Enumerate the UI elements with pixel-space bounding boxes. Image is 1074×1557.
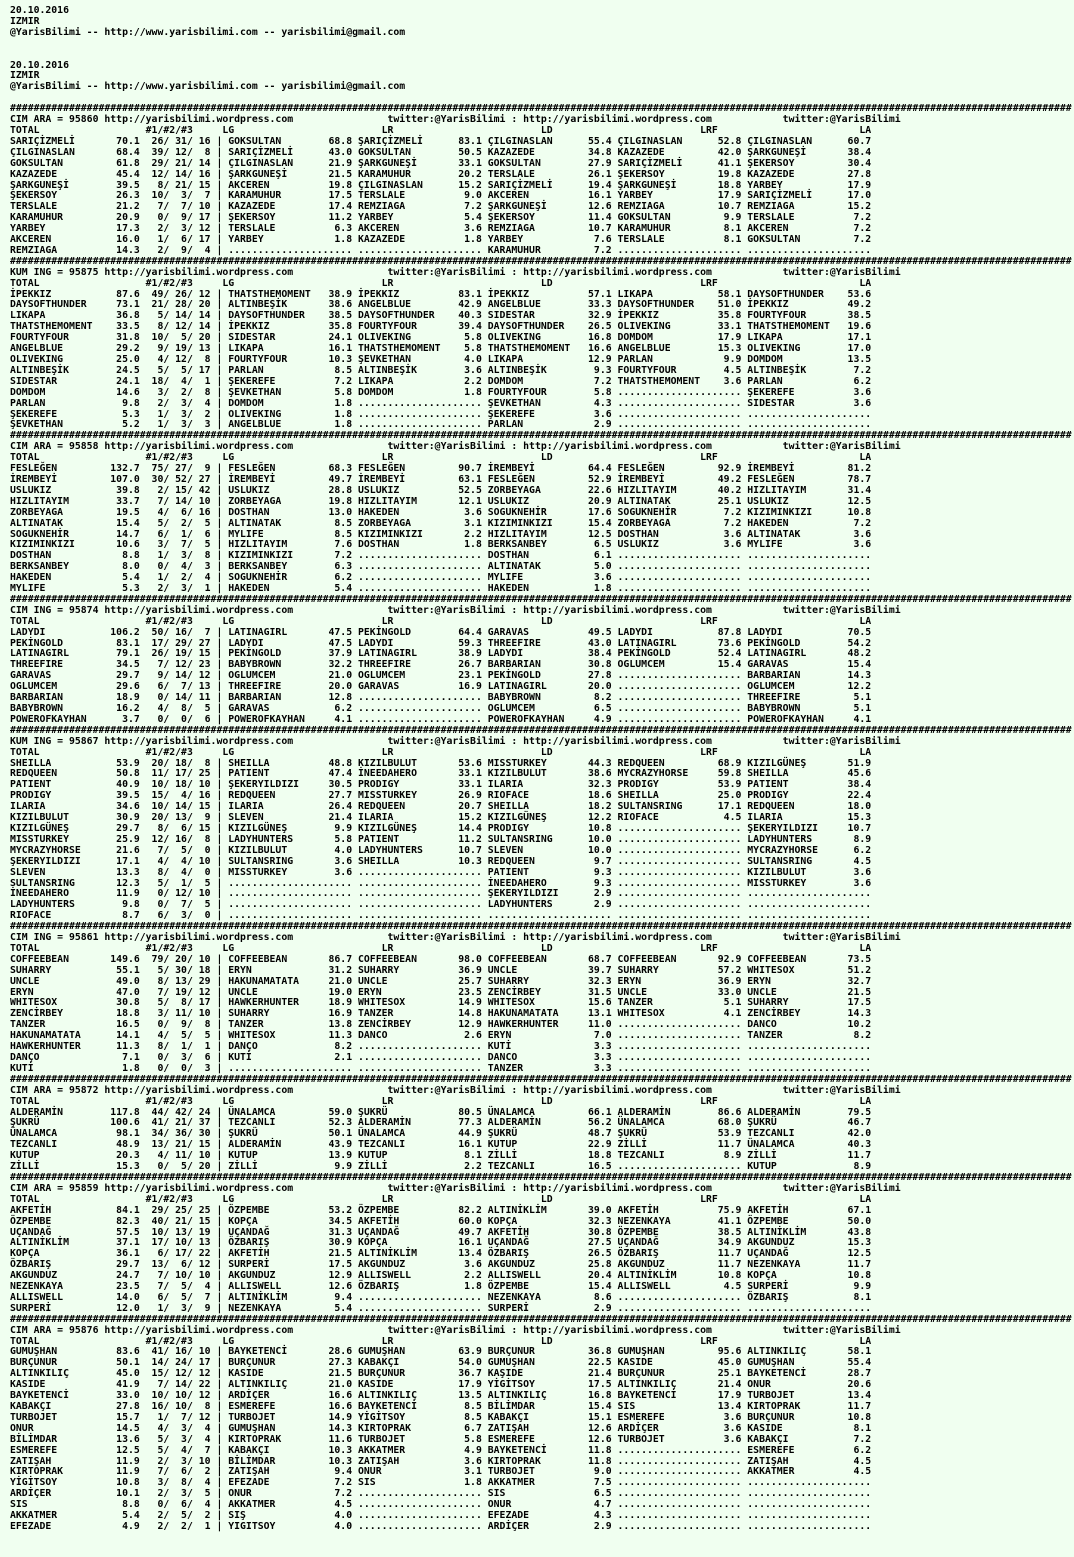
horse-row: WHITESOX 30.8 5/ 8/ 17 | HAWKERHUNTER 18.9 WHITESOX 14.9 WHITESOX 15.6 TANZER 5.1 SUHARRY 17.5	[10, 997, 872, 1009]
horse-row: ALDERAMİN 117.8 44/ 42/ 24 | ÜNALAMCA 59.0 ŞUKRÜ 80.5 ÜNALAMCA 66.1 ALDERAMİN 86.6 ALDERAMİN 79.5	[10, 1106, 872, 1118]
horse-row: ŞEKEREFE 5.3 1/ 3/ 2 | OLIVEKING 1.8 ..................... ŞEKEREFE 3.6 ..................... .....................	[10, 408, 872, 420]
column-header-line: TOTAL #1/#2/#3 LG LR LD LRF LA	[10, 124, 872, 136]
horse-row: PEKİNGOLD 83.1 17/ 29/ 27 | LADYDI 47.5 LADYDI 59.3 THREEFIRE 43.0 LATINAGIRL 73.6 PEKİNGOLD 54.2	[10, 637, 872, 649]
race-title-line: CIM ARA = 95876 http://yarisbilimi.wordpress.com twitter:@YarisBilimi : http://yarisbilimi.wordpress.com twitter:@YarisBilimi	[10, 1324, 901, 1336]
race-title-line: CIM ARA = 95860 http://yarisbilimi.wordpress.com twitter:@YarisBilimi : http://yarisbilimi.wordpress.com twitter:@YarisBilimi	[10, 114, 901, 126]
horse-row: OLIVEKING 25.0 4/ 12/ 8 | FOURTYFOUR 10.3 ŞEVKETHAN 4.0 LIKAPA 12.9 PARLAN 9.9 DOMDOM 13.5	[10, 354, 872, 365]
horse-row: MYCRAZYHORSE 21.6 7/ 5/ 0 | KIZILBULUT 4.0 LADYHUNTERS 10.7 SLEVEN 10.0 ..................... MYCRAZYHORSE 6.2	[10, 844, 872, 856]
horse-row: MYLIFE 5.3 2/ 3/ 1 | HAKEDEN 5.4 ..................... HAKEDEN 1.8 ..................... .....................	[10, 583, 872, 595]
horse-row: PATIENT 40.9 10/ 18/ 10 | ŞEKERYILDIZI 30.5 PRODIGY 33.1 ILARIA 32.3 PRODIGY 53.9 PATIENT 38.4	[10, 779, 872, 791]
horse-row: KABAKÇI 27.8 16/ 10/ 8 | ESMEREFE 16.6 BAYKETENCİ 8.5 BİLİMDAR 15.4 SIS 13.4 KIRTOPRAK 11.7	[10, 1401, 872, 1412]
horse-row: REMZIAGA 14.3 2/ 9/ 4 | ..................... ..................... KARAMUHUR 7.2 ..................... .....................	[10, 244, 872, 256]
horse-row: UNCLE 49.0 8/ 13/ 29 | HAKUNAMATATA 21.0 UNCLE 25.7 SUHARRY 32.3 ERYN 36.9 ERYN 32.7	[10, 975, 872, 987]
horse-row: KOPÇA 36.1 6/ 17/ 22 | AKFETİH 21.5 ALTINİKLİM 13.4 ÖZBARIŞ 26.5 ÖZBARIŞ 11.7 UÇANDAĞ 12.5	[10, 1248, 872, 1260]
column-header-line: TOTAL #1/#2/#3 LG LR LD LRF LA	[10, 615, 872, 627]
horse-row: COFFEEBEAN 149.6 79/ 20/ 10 | COFFEEBEAN 86.7 COFFEEBEAN 98.0 COFFEEBEAN 68.7 COFFEEBEAN 92.9 COFFEEBEAN 73.5	[10, 953, 872, 965]
horse-row: KUTUP 20.3 4/ 11/ 10 | KUTUP 13.9 KUTUP 8.1 ZİLLİ 18.8 TEZCANLI 8.9 ZİLLİ 11.7	[10, 1150, 872, 1162]
horse-row: KIZILBULUT 30.9 20/ 13/ 9 | SLEVEN 21.4 ILARIA 15.2 KIZILGÜNEŞ 12.2 RIOFACE 4.5 ILARIA 15.3	[10, 812, 872, 824]
horse-row: ÖZBARIŞ 29.7 13/ 6/ 12 | SURPERİ 17.5 AKGUNDUZ 3.6 AKGUNDUZ 25.8 AKGUNDUZ 11.7 NEZENKAYA 11.7	[10, 1259, 872, 1271]
race-title-line: CIM ARA = 95858 http://yarisbilimi.wordpress.com twitter:@YarisBilimi : http://yarisbilimi.wordpress.com twitter:@YarisBilimi	[10, 441, 901, 453]
column-header-line: TOTAL #1/#2/#3 LG LR LD LRF LA	[10, 942, 872, 954]
column-header-line: TOTAL #1/#2/#3 LG LR LD LRF LA	[10, 1335, 872, 1347]
horse-row: UÇANDAĞ 57.5 10/ 13/ 19 | UÇANDAĞ 31.3 UÇANDAĞ 49.7 AKFETİH 30.8 ÖZPEMBE 38.5 ALTINİKLİM 43.8	[10, 1226, 872, 1238]
horse-row: YİGİTSOY 10.8 3/ 8/ 4 | EFEZADE 7.2 SIS 1.8 AKKATMER 7.5 ..................... .....................	[10, 1477, 872, 1489]
horse-row: EFEZADE 4.9 2/ 2/ 1 | YIGITSOY 4.0 ..................... ARDİÇER 2.9 ..................... .....................	[10, 1520, 872, 1532]
horse-row: MISSTURKEY 25.9 12/ 16/ 8 | LADYHUNTERS 5.8 PATIENT 11.2 SULTANSRING 10.0 ..................... LADYHUNTERS 8.9	[10, 833, 872, 845]
horse-row: HAWKERHUNTER 11.3 8/ 1/ 1 | DANÇO 8.2 ..................... KUTİ 3.3 ..................... .....................	[10, 1041, 872, 1053]
horse-row: NEZENKAYA 23.5 7/ 5/ 4 | ALLISWELL 12.6 ÖZBARIŞ 1.8 ÖZPEMBE 15.4 ALLISWELL 4.5 SURPERİ 9.9	[10, 1281, 872, 1293]
horse-row: FOURTYFOUR 31.8 10/ 5/ 20 | SIDESTAR 24.1 OLIVEKING 5.8 OLIVEKING 16.8 DOMDOM 17.9 LIKAPA 17.1	[10, 332, 872, 344]
horse-row: BİLİMDAR 13.6 5/ 3/ 4 | KIRTOPRAK 11.6 TURBOJET 5.8 ESMEREFE 12.6 TURBOJET 3.6 KABAKÇI 7.2	[10, 1433, 872, 1445]
report-header-line: 20.10.2016	[10, 59, 69, 71]
horse-row: AKKATMER 5.4 2/ 5/ 2 | SIŞ 4.0 ..................... EFEZADE 4.3 ..................... .....................	[10, 1510, 872, 1522]
horse-row: BURÇUNUR 50.1 14/ 24/ 17 | BURÇUNUR 27.3 KABAKÇI 54.0 GUMUŞHAN 22.5 KASIDE 45.0 GUMUŞHAN 55.4	[10, 1357, 872, 1369]
horse-row: ALTINATAK 15.4 5/ 2/ 5 | ALTINATAK 8.5 ZORBEYAGA 3.1 KIZIMINKIZI 15.4 ZORBEYAGA 7.2 HAKEDEN 7.2	[10, 517, 872, 529]
horse-row: DOMDOM 14.6 3/ 2/ 8 | ŞEVKETHAN 5.8 DOMDOM 1.8 FOURTYFOUR 5.8 ..................... ŞEKEREFE 3.6	[10, 386, 872, 398]
horse-row: ZİLLİ 15.3 0/ 5/ 20 | ZİLLİ 9.9 ZİLLİ 2.2 TEZCANLI 16.5 ..................... KUTUP 8.9	[10, 1161, 872, 1173]
horse-row: TERSLALE 21.2 7/ 7/ 10 | KAZAZEDE 17.4 REMZIAGA 7.2 ŞARKGUNEŞİ 12.6 REMZIAGA 10.7 REMZIAGA 15.2	[10, 201, 872, 213]
horse-row: RIOFACE 8.7 6/ 3/ 0 | ..................... ..................... ..................... ..................... .....................	[10, 910, 872, 922]
horse-row: ESMEREFE 12.5 5/ 4/ 7 | KABAKÇI 10.3 AKKATMER 4.9 BAYKETENCİ 11.8 ..................... ESMEREFE 6.2	[10, 1444, 872, 1456]
race-title-line: CIM ING = 95874 http://yarisbilimi.wordpress.com twitter:@YarisBilimi : http://yarisbilimi.wordpress.com twitter:@YarisBilimi	[10, 604, 901, 616]
race-title-line: KUM ING = 95875 http://yarisbilimi.wordpress.com twitter:@YarisBilimi : http://yarisbilimi.wordpress.com twitter:@YarisBilimi	[10, 266, 901, 278]
horse-row: ILARIA 34.6 10/ 14/ 15 | ILARIA 26.4 REDQUEEN 20.7 SHEILLA 18.2 SULTANSRING 17.1 REDQUEEN 18.0	[10, 801, 872, 813]
horse-row: SURPERİ 12.0 1/ 3/ 9 | NEZENKAYA 5.4 ..................... SURPERİ 2.9 ..................... .....................	[10, 1302, 872, 1314]
horse-row: USLUKIZ 39.8 2/ 15/ 42 | USLUKIZ 28.8 USLUKIZ 52.5 ZORBEYAGA 22.6 HIZLITAYIM 40.2 HIZLITAYIM 31.4	[10, 484, 872, 496]
report-header-line	[10, 50, 1074, 61]
horse-row: PARLAN 9.8 2/ 3/ 4 | DOMDOM 1.8 ..................... ŞEVKETHAN 4.3 ..................... SIDESTAR 3.6	[10, 397, 872, 409]
horse-row: PRODIGY 39.5 15/ 4/ 16 | REDQUEEN 27.7 MISSTURKEY 26.9 RIOFACE 18.6 SHEILLA 25.0 PRODIGY 22.4	[10, 790, 872, 802]
column-header-line: TOTAL #1/#2/#3 LG LR LD LRF LA	[10, 746, 872, 758]
horse-row: KUTİ 1.8 0/ 0/ 3 | ..................... ..................... TANZER 3.3 ..................... .....................	[10, 1062, 872, 1074]
section-separator: ####################################################################################################################################################################################	[10, 724, 1072, 736]
horse-row: ŞEVKETHAN 5.2 1/ 3/ 3 | ANGELBLUE 1.8 ..................... PARLAN 2.9 ..................... .....................	[10, 419, 872, 431]
horse-row: LADYHUNTERS 9.8 0/ 7/ 5 | ..................... ..................... LADYHUNTERS 2.9 ..................... .....................	[10, 899, 872, 911]
horse-row: AKGUNDUZ 24.7 7/ 10/ 10 | AKGUNDUZ 12.9 ALLISWELL 2.2 ALLISWELL 20.4 ALTINİKLİM 10.8 KOPÇA 10.8	[10, 1270, 872, 1282]
horse-row: SARIÇİZMELİ 70.1 26/ 31/ 16 | GOKSULTAN 68.8 ŞARIÇİZMELİ 83.1 ÇILGINASLAN 55.4 ÇILGINASLAN 52.8 ÇILGINASLAN 60.7	[10, 135, 872, 147]
column-header-line: TOTAL #1/#2/#3 LG LR LD LRF LA	[10, 277, 872, 289]
horse-row: DANÇO 7.1 0/ 3/ 6 | KUTİ 2.1 ..................... DANCO 3.3 ..................... .....................	[10, 1052, 872, 1063]
horse-row: ZORBEYAGA 19.5 4/ 6/ 16 | DOSTHAN 13.0 HAKEDEN 3.6 SOGUKNEHİR 17.6 SOGUKNEHİR 7.2 KIZIMINKIZI 10.8	[10, 506, 872, 518]
horse-row: GARAVAS 29.7 9/ 14/ 12 | OGLUMCEM 21.0 OGLUMCEM 23.1 PEKİNGOLD 27.8 ..................... BARBARIAN 14.3	[10, 670, 872, 682]
horse-row: SOGUKNEHİR 14.7 6/ 1/ 6 | MYLIFE 8.5 KIZIMINKIZI 2.2 HIZLITAYIM 12.5 DOSTHAN 3.6 ALTINATAK 3.6	[10, 528, 872, 540]
horse-row: BARBARIAN 18.9 0/ 14/ 11 | BARBARIAN 12.8 ..................... BABYBROWN 8.2 ..................... THREEFIRE 5.1	[10, 692, 872, 704]
horse-row: İREMBEYİ 107.0 30/ 52/ 27 | İREMBEYİ 49.7 İREMBEYİ 63.1 FESLEĞEN 52.9 İREMBEYİ 49.2 FESLEĞEN 78.7	[10, 473, 872, 485]
section-separator: ####################################################################################################################################################################################	[10, 593, 1072, 605]
horse-row: YARBEY 17.3 2/ 3/ 12 | TERSLALE 6.3 AKCEREN 3.6 REMZIAGA 10.7 KARAMUHUR 8.1 AKCEREN 7.2	[10, 223, 872, 235]
horse-row: ZENCİRBEY 18.8 3/ 11/ 10 | SUHARRY 16.9 TANZER 14.8 HAKUNAMATATA 13.1 WHITESOX 4.1 ZENCİRBEY 14.3	[10, 1008, 872, 1020]
horse-row: BABYBROWN 16.2 4/ 8/ 5 | GARAVAS 6.2 ..................... OGLUMCEM 6.5 ..................... BABYBROWN 5.1	[10, 703, 872, 714]
horse-row: GOKSULTAN 61.8 29/ 21/ 14 | ÇILGINASLAN 21.9 ŞARKGUNEŞİ 33.1 GOKSULTAN 27.9 SARIÇİZMELİ 41.1 ŞEKERSOY 30.4	[10, 157, 872, 169]
section-separator: ####################################################################################################################################################################################	[10, 921, 1072, 933]
horse-row: SULTANSRING 12.3 5/ 1/ 5 | ..................... ..................... İNEEDAHERO 9.3 ..................... MISSTURKEY 3.6	[10, 877, 872, 889]
horse-row: TANZER 16.5 0/ 9/ 8 | TANZER 13.8 ZENCİRBEY 12.9 HAWKERHUNTER 11.0 ..................... DANCO 10.2	[10, 1019, 872, 1031]
section-separator: ####################################################################################################################################################################################	[10, 255, 1072, 267]
horse-row: ŞEKERSOY 26.3 10/ 3/ 7 | KARAMUHUR 17.5 TERSLALE 9.0 AKCEREN 16.1 YARBEY 17.9 SARIÇİZMELİ 17.0	[10, 190, 872, 202]
horse-row: GUMUŞHAN 83.6 41/ 16/ 10 | BAYKETENCİ 28.6 GUMUŞHAN 63.9 BURÇUNUR 36.8 GUMUŞHAN 95.6 ALTINKILIÇ 58.1	[10, 1346, 872, 1358]
horse-row: ALTINKILIÇ 45.0 15/ 12/ 12 | KASIDE 21.5 BURÇUNUR 36.7 KAŞIDE 21.4 BURÇUNUR 25.1 BAYKETENCİ 28.7	[10, 1368, 872, 1380]
horse-row: THREEFIRE 34.5 7/ 12/ 23 | BABYBROWN 32.2 THREEFIRE 26.7 BARBARIAN 30.8 OGLUMCEM 15.4 GARAVAS 15.4	[10, 659, 872, 671]
horse-row: DAYSOFTHUNDER 73.1 21/ 28/ 20 | ALTINBEŞİK 38.6 ANGELBLUE 42.9 ANGELBLUE 33.3 DAYSOFTHUNDER 51.0 İPEKKIZ 49.2	[10, 299, 872, 311]
report-header-line: 20.10.2016	[10, 5, 69, 16]
horse-row: REDQUEEN 50.8 11/ 17/ 25 | PATIENT 47.4 İNEEDAHERO 33.1 KIZILBULUT 38.6 MYCRAZYHORSE 59.8 SHEILLA 45.6	[10, 768, 872, 780]
horse-row: ALTINİKLİM 37.1 17/ 10/ 13 | ÖZBARIŞ 30.9 KOPÇA 16.1 UÇANDAĞ 27.5 UÇANDAĞ 34.9 AKGUNDUZ 15.3	[10, 1237, 872, 1249]
horse-row: ZATIŞAH 11.9 2/ 3/ 10 | BİLİMDAR 10.3 ZATIŞAH 3.6 KIRTOPRAK 11.8 ..................... ZATIŞAH 4.5	[10, 1455, 872, 1467]
horse-row: HAKEDEN 5.4 1/ 2/ 4 | SOGUKNEHİR 6.2 ..................... MYLIFE 3.6 ..................... .....................	[10, 572, 872, 584]
horse-row: ANGELBLUE 29.2 9/ 19/ 13 | LIKAPA 16.1 THATSTHEMOMENT 5.8 THATSTHEMOMENT 16.6 ANGELBLUE 15.3 OLIVEKING 17.0	[10, 343, 872, 355]
horse-row: KASIDE 41.9 7/ 14/ 22 | ALTINKILIÇ 21.0 KASIDE 17.9 YİGİTSOY 17.5 ALTINKILIÇ 21.4 ONUR 20.6	[10, 1379, 872, 1391]
horse-row: SIDESTAR 24.1 18/ 4/ 1 | ŞEKEREFE 7.2 LIKAPA 2.2 DOMDOM 7.2 THATSTHEMOMENT 3.6 PARLAN 6.2	[10, 375, 872, 387]
column-header-line: TOTAL #1/#2/#3 LG LR LD LRF LA	[10, 452, 872, 464]
horse-row: ERYN 47.0 7/ 19/ 12 | UNCLE 19.0 ERYN 23.5 ZENCİRBEY 31.5 UNCLE 33.0 UNCLE 21.5	[10, 986, 872, 998]
horse-row: LIKAPA 36.8 5/ 14/ 14 | DAYSOFTHUNDER 38.5 DAYSOFTHUNDER 40.3 SIDESTAR 32.9 İPEKKIZ 35.8 FOURTYFOUR 38.5	[10, 310, 872, 322]
horse-row: LADYDI 106.2 50/ 16/ 7 | LATINAGIRL 47.5 PEKİNGOLD 64.4 GARAVAS 49.5 LADYDI 87.8 LADYDI 70.5	[10, 626, 872, 638]
report-header-line: @YarisBilimi -- http://www.yarisbilimi.com -- yarisbilimi@gmail.com	[10, 81, 406, 93]
horse-row: KIZIMINKIZI 10.6 3/ 7/ 5 | HIZLITAYIM 7.6 DOSTHAN 1.8 BERKSANBEY 6.5 USLUKIZ 3.6 MYLIFE 3.6	[10, 539, 872, 551]
horse-row: BAYKETENCİ 33.0 10/ 10/ 12 | ARDİÇER 16.6 ALTINKILIÇ 13.5 ALTINKILIÇ 16.8 BAYKETENCİ 17.9 TURBOJET 13.4	[10, 1390, 872, 1402]
horse-row: OGLUMCEM 29.6 6/ 7/ 13 | THREEFIRE 20.0 GARAVAS 16.9 LATINAGIRL 20.0 ..................... OGLUMCEM 12.2	[10, 681, 872, 693]
section-separator: ####################################################################################################################################################################################	[10, 1171, 1072, 1183]
horse-row: SIS 8.8 0/ 6/ 4 | AKKATMER 4.5 ..................... ONUR 4.7 ..................... .....................	[10, 1499, 872, 1511]
section-separator: ####################################################################################################################################################################################	[10, 103, 1072, 115]
horse-row: İPEKKIZ 87.6 49/ 26/ 12 | THATSTHEMOMENT 38.9 İPEKKIZ 83.1 İPEKKIZ 57.1 LIKAPA 58.1 DAYSOFTHUNDER 53.6	[10, 288, 872, 300]
horse-row: THATSTHEMOMENT 33.5 8/ 12/ 14 | İPEKKIZ 35.8 FOURTYFOUR 39.4 DAYSOFTHUNDER 26.5 OLIVEKING 33.1 THATSTHEMOMENT 19.6	[10, 321, 872, 333]
horse-row: ŞARKGUNEŞİ 39.5 8/ 21/ 15 | AKCEREN 19.8 ÇILGINASLAN 15.2 SARIÇİZMELİ 19.4 ŞARKGUNEŞİ 18.8 YARBEY 17.9	[10, 179, 872, 191]
horse-row: AKFETİH 84.1 29/ 25/ 25 | ÖZPEMBE 53.2 ÖZPEMBE 82.2 ALTINİKLİM 39.0 AKFETİH 75.9 AKFETİH 67.1	[10, 1204, 872, 1216]
horse-row: HIZLITAYIM 33.7 7/ 14/ 10 | ZORBEYAGA 19.8 HIZLITAYIM 12.1 USLUKIZ 20.9 ALTINATAK 25.1 USLUKIZ 12.5	[10, 495, 872, 507]
horse-row: ÜNALAMCA 98.1 34/ 36/ 30 | ŞUKRÜ 50.1 ÜNALAMCA 44.9 ŞUKRÜ 48.7 ŞUKRÜ 53.9 TEZCANLI 42.0	[10, 1128, 872, 1140]
horse-row: ÇILGINASLAN 68.4 39/ 12/ 8 | SARIÇİZMELİ 43.0 GOKSULTAN 50.5 KAZAZEDE 34.8 KAZAZEDE 42.0 ŞARKGUNEŞİ 38.4	[10, 146, 872, 158]
race-title-line: CIM ARA = 95859 http://yarisbilimi.wordpress.com twitter:@YarisBilimi : http://yarisbilimi.wordpress.com twitter:@YarisBilimi	[10, 1182, 901, 1194]
horse-row: KARAMUHUR 20.9 0/ 9/ 17 | ŞEKERSOY 11.2 YARBEY 5.4 ŞEKERSOY 11.4 GOKSULTAN 9.9 TERSLALE 7.2	[10, 212, 872, 224]
race-title-line: KUM ING = 95867 http://yarisbilimi.wordpress.com twitter:@YarisBilimi : http://yarisbilimi.wordpress.com twitter:@YarisBilimi	[10, 735, 901, 747]
horse-row: ONUR 14.5 4/ 3/ 4 | GUMUŞHAN 14.3 KIRTOPRAK 6.7 ZATIŞAH 12.6 ARDİÇER 3.6 KASIDE 8.1	[10, 1422, 872, 1434]
column-header-line: TOTAL #1/#2/#3 LG LR LD LRF LA	[10, 1095, 872, 1107]
horse-row: ÖZPEMBE 82.3 40/ 21/ 15 | KOPÇA 34.5 AKFETİH 60.0 KOPÇA 32.3 NEZENKAYA 41.1 ÖZPEMBE 50.0	[10, 1215, 872, 1227]
section-separator: ####################################################################################################################################################################################	[10, 430, 1072, 442]
horse-row: AKCEREN 16.0 1/ 6/ 17 | YARBEY 1.8 KAZAZEDE 1.8 YARBEY 7.6 TERSLALE 8.1 GOKSULTAN 7.2	[10, 234, 872, 246]
horse-row: ŞUKRÜ 100.6 41/ 21/ 37 | TEZCANLI 52.3 ALDERAMİN 77.3 ALDERAMİN 56.2 ÜNALAMCA 68.0 ŞUKRÜ 46.7	[10, 1117, 872, 1129]
report-header-line: IZMIR	[10, 15, 40, 27]
section-separator: ####################################################################################################################################################################################	[10, 1313, 1072, 1325]
horse-row: POWEROFKAYHAN 3.7 0/ 0/ 6 | POWEROFKAYHAN 4.1 ..................... POWEROFKAYHAN 4.9 ..................... POWEROFKAYHAN 4.1	[10, 713, 872, 725]
race-title-line: CIM ING = 95861 http://yarisbilimi.wordpress.com twitter:@YarisBilimi : http://yarisbilimi.wordpress.com twitter:@YarisBilimi	[10, 932, 901, 944]
horse-row: ALTINBEŞİK 24.5 5/ 5/ 17 | PARLAN 8.5 ALTINBEŞİK 3.6 ALTINBEŞİK 9.3 FOURTYFOUR 4.5 ALTINBEŞİK 7.2	[10, 364, 872, 376]
horse-row: ALLISWELL 14.0 6/ 5/ 7 | ALTINİKLİM 9.4 ..................... NEZENKAYA 8.6 ..................... ÖZBARIŞ 8.1	[10, 1291, 872, 1303]
horse-row: KIRTOPRAK 11.9 7/ 6/ 2 | ZATIŞAH 9.4 ONUR 3.1 TURBOJET 9.0 ..................... AKKATMER 4.5	[10, 1466, 872, 1478]
horse-row: FESLEĞEN 132.7 75/ 27/ 9 | FESLEĞEN 68.3 FESLEĞEN 90.7 İREMBEYİ 64.4 FESLEĞEN 92.9 İREMBEYİ 81.2	[10, 463, 872, 475]
horse-row: TEZCANLI 48.9 13/ 21/ 15 | ALDERAMİN 43.9 TEZCANLI 16.1 KUTUP 22.9 ZİLLİ 11.7 ÜNALAMCA 40.3	[10, 1139, 872, 1151]
report-header-line	[10, 39, 1074, 50]
report-header-line: @YarisBilimi -- http://www.yarisbilimi.com -- yarisbilimi@gmail.com	[10, 26, 406, 38]
horse-row: KAZAZEDE 45.4 12/ 14/ 16 | ŞARKGUNEŞİ 21.5 KARAMUHUR 20.2 TERSLALE 26.1 ŞEKERSOY 19.8 KAZAZEDE 27.8	[10, 168, 872, 180]
horse-row: LATINAGIRL 79.1 26/ 19/ 15 | PEKİNGOLD 37.9 LATINAGIRL 38.9 LADYDI 38.4 PEKİNGOLD 52.4 LATINAGIRL 48.2	[10, 648, 872, 660]
horse-row: KIZILGÜNEŞ 29.7 8/ 6/ 15 | KIZILGÜNEŞ 9.9 KIZILGÜNEŞ 14.4 PRODIGY 10.8 ..................... ŞEKERYILDIZI 10.7	[10, 822, 872, 834]
horse-row: SUHARRY 55.1 5/ 30/ 18 | ERYN 31.2 SUHARRY 36.9 UNCLE 39.7 SUHARRY 57.2 WHITESOX 51.2	[10, 964, 872, 976]
horse-row: ŞEKERYILDIZI 17.1 4/ 4/ 10 | SULTANSRING 3.6 SHEILLA 10.3 REDQUEEN 9.7 ..................... SULTANSRING 4.5	[10, 855, 872, 867]
report-header-line: IZMIR	[10, 70, 40, 82]
horse-row: BERKSANBEY 8.0 0/ 4/ 3 | BERKSANBEY 6.3 ..................... ALTINATAK 5.0 ..................... .....................	[10, 561, 872, 573]
horse-row: ARDİÇER 10.1 2/ 3/ 5 | ONUR 7.2 ..................... SIS 6.5 ..................... .....................	[10, 1488, 872, 1500]
horse-row: İNEEDAHERO 11.9 0/ 12/ 10 | ..................... ..................... ŞEKERYILDIZI 2.9 ..................... .....................	[10, 888, 872, 900]
horse-row: DOSTHAN 8.8 1/ 3/ 8 | KIZIMINKIZI 7.2 ..................... DOSTHAN 6.1 ..................... .....................	[10, 550, 872, 562]
section-separator: ####################################################################################################################################################################################	[10, 1073, 1072, 1085]
horse-row: TURBOJET 15.7 1/ 7/ 12 | TURBOJET 14.9 YİGİTSOY 8.5 KABAKÇI 15.1 ESMEREFE 3.6 BURÇUNUR 10.8	[10, 1411, 872, 1423]
race-title-line: CIM ARA = 95872 http://yarisbilimi.wordpress.com twitter:@YarisBilimi : http://yarisbilimi.wordpress.com twitter:@YarisBilimi	[10, 1084, 901, 1096]
horse-row: SLEVEN 13.3 8/ 4/ 0 | MISSTURKEY 3.6 ..................... PATIENT 9.3 ..................... KIZILBULUT 3.6	[10, 866, 872, 878]
horse-row: HAKUNAMATATA 14.1 4/ 5/ 5 | WHITESOX 11.3 DANCO 2.6 ERYN 7.0 ..................... TANZER 8.2	[10, 1030, 872, 1042]
column-header-line: TOTAL #1/#2/#3 LG LR LD LRF LA	[10, 1193, 872, 1205]
horse-row: SHEILLA 53.9 20/ 18/ 8 | SHEILLA 48.8 KIZILBULUT 53.6 MISSTURKEY 44.3 REDQUEEN 68.9 KIZILGÜNEŞ 51.9	[10, 757, 872, 769]
